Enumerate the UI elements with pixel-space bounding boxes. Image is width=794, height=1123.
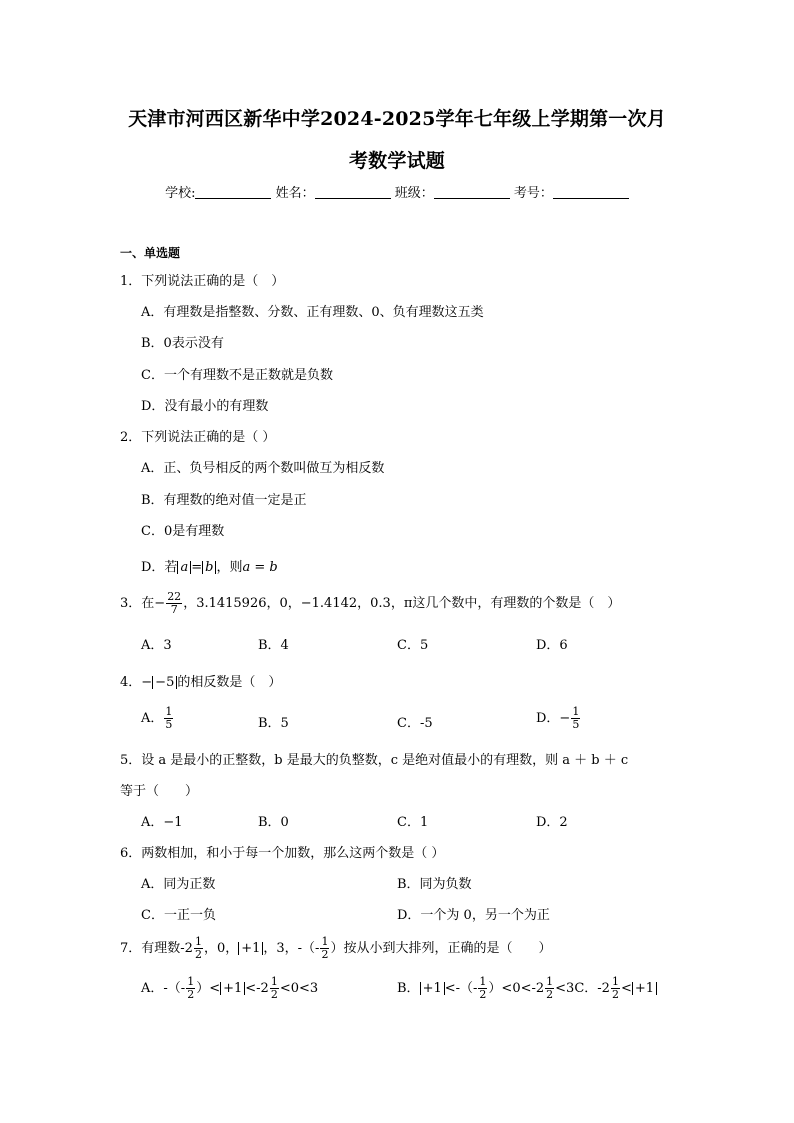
q3-option-d: D．6 [536,638,568,653]
q4-option-c: C．-5 [397,716,433,731]
q4-option-b: B．5 [258,716,289,731]
q2-option-c: C．0是有理数 [141,524,225,539]
q4-a-den: 5 [165,718,173,731]
exam-title-line1: 天津市河西区新华中学2024-2025学年七年级上学期第一次月 [128,108,666,130]
school-blank [195,186,271,199]
section-heading: 一、单选题 [120,246,181,260]
q5-option-b: B．0 [258,815,289,830]
q3-frac-num: 22 [167,590,182,603]
q7-a-half-2 [270,976,279,1001]
q4-prefix: 4．− [120,675,153,690]
q7-a-half-1 [186,976,195,1001]
q2-d-eq: = [191,560,203,575]
q4-d-num: 1 [572,705,580,718]
q7-p4: ，3，-（- [263,941,320,956]
q7-a-abs: +1 [220,982,245,995]
q7-a-half-1-den: 2 [187,988,195,1001]
q2-d-relation: a = b [242,560,278,575]
q4-option-a [141,706,174,731]
q3-stem [120,591,620,616]
q4-d-fraction [571,706,580,731]
q4-abs: −5 [152,676,177,689]
q4-a-label: A． [141,711,164,726]
q2-option-d [141,556,278,575]
abs-b: b [202,561,216,574]
q2-option-b: B．有理数的绝对值一定是正 [141,493,307,508]
q1-option-b: B．0表示没有 [141,336,224,351]
class-label: 班级： [394,186,434,201]
q7-b-half-1 [478,976,487,1001]
q6-stem: 6．两数相加，和小于每一个加数，那么这两个数是（ ） [120,846,445,861]
abs-a: a [177,561,191,574]
q7-b-abs: +1 [420,982,445,995]
q5-stem: 5．设 a 是最小的正整数，b 是最大的负整数，c 是绝对值最小的有理数，则 a ＋ b ＋ c [120,753,629,768]
q7-c2: < [620,981,632,996]
q3-option-c: C．5 [397,638,429,653]
q7-a-half-1-num: 1 [187,975,195,988]
q7-a2: ）< [196,981,221,996]
q6-option-d: D．一个为 0，另一个为正 [397,908,550,923]
number-blank [553,186,629,199]
q5-option-c: C．1 [397,815,429,830]
q7-c-half [611,976,620,1001]
q7-b4: ）<0<-2 [488,981,545,996]
class-blank [434,186,510,199]
q5-option-d: D．2 [536,815,568,830]
name-blank [315,186,391,199]
q7-half-2-den: 2 [321,948,329,961]
q7-option-a [141,976,318,1001]
q7-a5: <0<3 [279,981,319,996]
q7-c-half-num: 1 [611,975,619,988]
q7-abs: +1 [238,942,263,955]
q3-option-a: A．3 [141,638,172,653]
q4-stem [120,671,281,690]
q7-b-half-2-num: 1 [546,975,554,988]
q1-option-c: C．一个有理数不是正数就是负数 [141,368,333,383]
q7-b1: B． [397,981,420,996]
q4-option-d [536,706,581,731]
q7-a-half-2-den: 2 [270,988,278,1001]
q7-c-abs: +1 [632,982,657,995]
q3-fraction [166,591,182,616]
q7-half-1-num: 1 [194,935,202,948]
q7-c1: C．-2 [574,981,610,996]
exam-title-line2: 考数学试题 [348,150,445,172]
q5-stem-cont: 等于（ ） [120,784,199,799]
q7-b-half-1-num: 1 [479,975,487,988]
q7-option-b [397,976,657,1001]
q2-option-a: A．正、负号相反的两个数叫做互为相反数 [141,461,385,476]
q7-b-half-2 [545,976,554,1001]
q6-option-a: A．同为正数 [141,877,216,892]
q7-b5: <3 [555,981,575,996]
student-info-row [0,182,794,201]
q7-b-half-1-den: 2 [479,988,487,1001]
number-label: 考号： [513,186,553,201]
q3-option-b: B．4 [258,638,289,653]
q7-a4: <-2 [245,981,269,996]
q2-d-mid: ，则 [216,560,243,575]
q3-frac-den: 7 [170,603,178,616]
q3-rest: ，3.1415926，0，−1.4142，0.3，π这几个数中，有理数的个数是（ ） [183,596,621,611]
q7-c-half-den: 2 [611,988,619,1001]
q6-option-c: C．一正一负 [141,908,216,923]
q7-b3: <-（- [444,981,478,996]
q7-a1: A．-（- [141,981,186,996]
q7-half-2-num: 1 [321,935,329,948]
q7-p1: 7．有理数-2 [120,941,193,956]
q1-option-a: A．有理数是指整数、分数、正有理数、0、负有理数这五类 [141,305,484,320]
q2-d-prefix: D．若 [141,560,178,575]
q7-stem [120,936,551,961]
q7-p5: ）按从小到大排列，正确的是（ ） [330,941,552,956]
q7-p2: ，0， [203,941,239,956]
q6-option-b: B．同为负数 [397,877,472,892]
q4-d-den: 5 [572,718,580,731]
q1-option-d: D．没有最小的有理数 [141,399,269,414]
q7-half-1 [194,936,203,961]
q7-half-1-den: 2 [194,948,202,961]
q4-a-fraction [164,706,173,731]
q1-stem: 1．下列说法正确的是（ ） [120,274,285,289]
q7-half-2 [320,936,329,961]
name-label: 姓名： [275,186,315,201]
q5-option-a: A．−1 [141,815,183,830]
q3-prefix: 3．在 [120,596,155,611]
q3-neg: − [154,596,166,611]
q2-stem: 2．下列说法正确的是（ ） [120,430,276,445]
school-label: 学校: [165,186,196,201]
q7-b-half-2-den: 2 [546,988,554,1001]
q4-suffix: 的相反数是（ ） [177,675,282,690]
q7-a-half-2-num: 1 [270,975,278,988]
q4-a-num: 1 [165,705,173,718]
q4-d-label: D．− [536,711,571,726]
